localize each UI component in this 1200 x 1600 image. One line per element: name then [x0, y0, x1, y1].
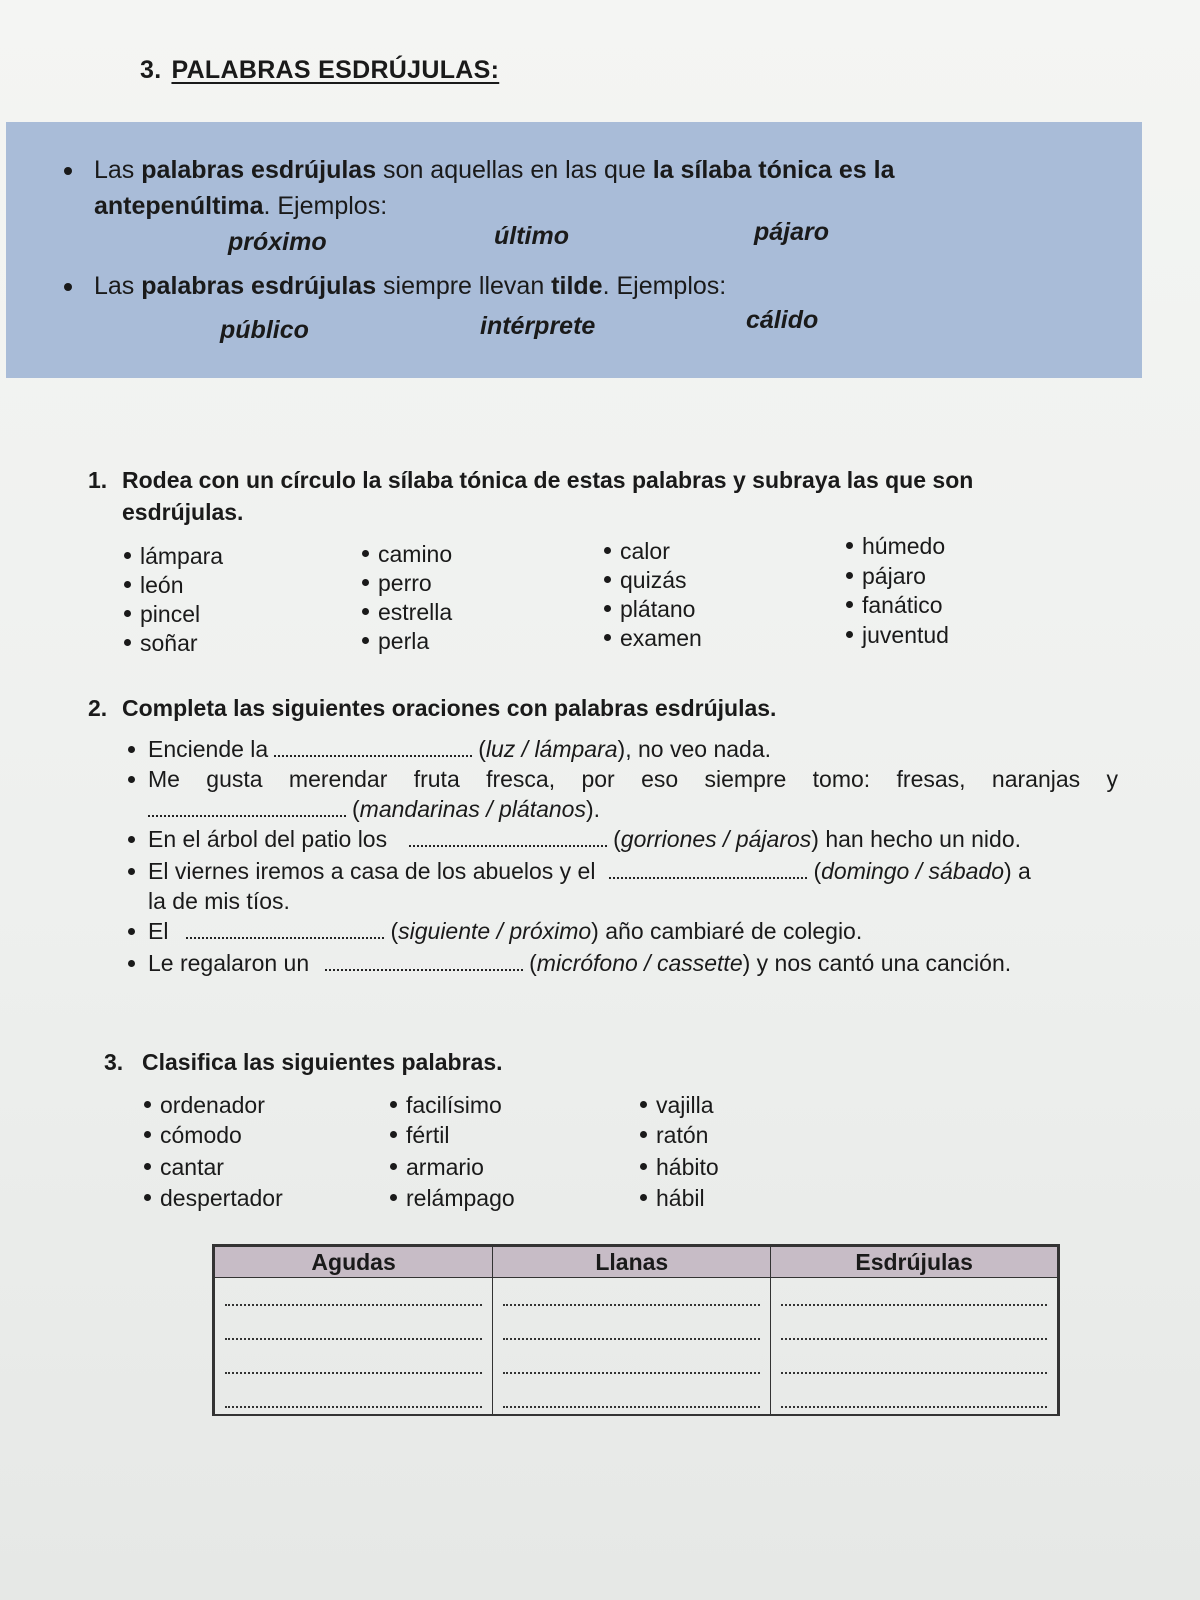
answer-blank[interactable]	[186, 919, 384, 939]
bullet-icon	[128, 960, 135, 967]
sentence-item: Me gusta merendar fruta fresca, por eso siempre tomo: fresas, naranjas y	[148, 764, 1118, 794]
definition-box	[6, 122, 1142, 378]
word-item: húmedo	[846, 532, 945, 560]
sentence-item: El viernes iremos a casa de los abuelos y el (domingo / sábado) a	[148, 856, 1118, 886]
classification-table	[212, 1244, 1060, 1416]
example-word: último	[494, 222, 569, 250]
word-item: estrella	[362, 598, 452, 626]
word-item: ordenador	[144, 1091, 265, 1119]
bullet-icon	[128, 836, 135, 843]
exercise-1-instruction: 1. Rodea con un círculo la sílaba tónica de estas palabras y subraya las que son esdrújulas.	[88, 467, 974, 525]
word-item: examen	[604, 624, 702, 652]
bullet-icon	[128, 868, 135, 875]
word-item: cantar	[144, 1153, 224, 1181]
answer-cell[interactable]	[493, 1312, 771, 1346]
answer-cell[interactable]	[493, 1346, 771, 1380]
word-item: león	[124, 571, 183, 599]
word-item: hábil	[640, 1184, 705, 1212]
word-item: plátano	[604, 595, 695, 623]
answer-cell[interactable]	[215, 1380, 493, 1414]
answer-blank[interactable]	[609, 859, 807, 879]
word-item: perro	[362, 569, 432, 597]
word-item: fértil	[390, 1121, 449, 1149]
example-word: público	[220, 316, 309, 344]
column-header-llanas: Llanas	[493, 1247, 771, 1278]
rule-esdrujulas-tilde: Las palabras esdrújulas siempre llevan tilde. Ejemplos:	[66, 268, 1046, 304]
answer-blank[interactable]	[325, 951, 523, 971]
answer-cell[interactable]	[771, 1278, 1058, 1313]
table-row	[215, 1346, 1058, 1380]
exercise-2-instruction: 2. Completa las siguientes oraciones con palabras esdrújulas.	[88, 695, 777, 721]
section-title: PALABRAS ESDRÚJULAS:	[171, 56, 500, 84]
answer-cell[interactable]	[215, 1346, 493, 1380]
exercise-3-instruction: 3. Clasifica las siguientes palabras.	[104, 1049, 503, 1075]
sentence-item: En el árbol del patio los (gorriones / pájaros) han hecho un nido.	[148, 824, 1118, 854]
word-item: camino	[362, 540, 452, 568]
section-number: 3.	[140, 56, 162, 84]
word-item: soñar	[124, 629, 198, 657]
bullet-icon	[128, 746, 135, 753]
answer-blank[interactable]	[409, 827, 607, 847]
example-word: pájaro	[754, 218, 830, 246]
word-item: cómodo	[144, 1121, 242, 1149]
word-item: pájaro	[846, 562, 926, 590]
word-item: hábito	[640, 1153, 719, 1181]
answer-blank[interactable]	[274, 737, 472, 757]
table-row	[215, 1312, 1058, 1346]
word-item: despertador	[144, 1184, 283, 1212]
word-item: vajilla	[640, 1091, 714, 1119]
table-row	[215, 1380, 1058, 1414]
column-header-esdrujulas: Esdrújulas	[771, 1247, 1058, 1278]
answer-cell[interactable]	[771, 1380, 1058, 1414]
word-item: ratón	[640, 1121, 708, 1149]
word-item: relámpago	[390, 1184, 515, 1212]
sentence-item: Le regalaron un (micrófono / cassette) y nos cantó una canción.	[148, 948, 1118, 978]
answer-cell[interactable]	[493, 1380, 771, 1414]
answer-cell[interactable]	[215, 1312, 493, 1346]
word-item: armario	[390, 1153, 484, 1181]
word-item: perla	[362, 627, 429, 655]
word-item: fanático	[846, 591, 943, 619]
sentence-continuation: (mandarinas / plátanos).	[148, 794, 1118, 824]
word-item: quizás	[604, 566, 686, 594]
bullet-icon	[128, 928, 135, 935]
example-word: próximo	[228, 228, 327, 256]
column-header-agudas: Agudas	[215, 1247, 493, 1278]
word-item: juventud	[846, 621, 949, 649]
word-item: facilísimo	[390, 1091, 502, 1119]
sentence-continuation: la de mis tíos.	[148, 888, 290, 914]
answer-cell[interactable]	[493, 1278, 771, 1313]
answer-cell[interactable]	[771, 1346, 1058, 1380]
answer-cell[interactable]	[215, 1278, 493, 1313]
table-row	[215, 1278, 1058, 1313]
word-item: pincel	[124, 600, 200, 628]
example-word: intérprete	[480, 312, 596, 340]
page-title	[140, 56, 499, 85]
word-item: calor	[604, 537, 670, 565]
sentence-item: El (siguiente / próximo) año cambiaré de colegio.	[148, 916, 1118, 946]
example-word: cálido	[746, 306, 819, 334]
sentence-item: Enciende la (luz / lámpara), no veo nada.	[148, 734, 1118, 764]
word-item: lámpara	[124, 542, 223, 570]
rule-esdrujulas-definition: Las palabras esdrújulas son aquellas en las que la sílaba tónica es la antepenúltima. Ejemplos:	[66, 152, 1046, 224]
answer-blank[interactable]	[148, 797, 346, 817]
bullet-icon	[128, 776, 135, 783]
answer-cell[interactable]	[771, 1312, 1058, 1346]
